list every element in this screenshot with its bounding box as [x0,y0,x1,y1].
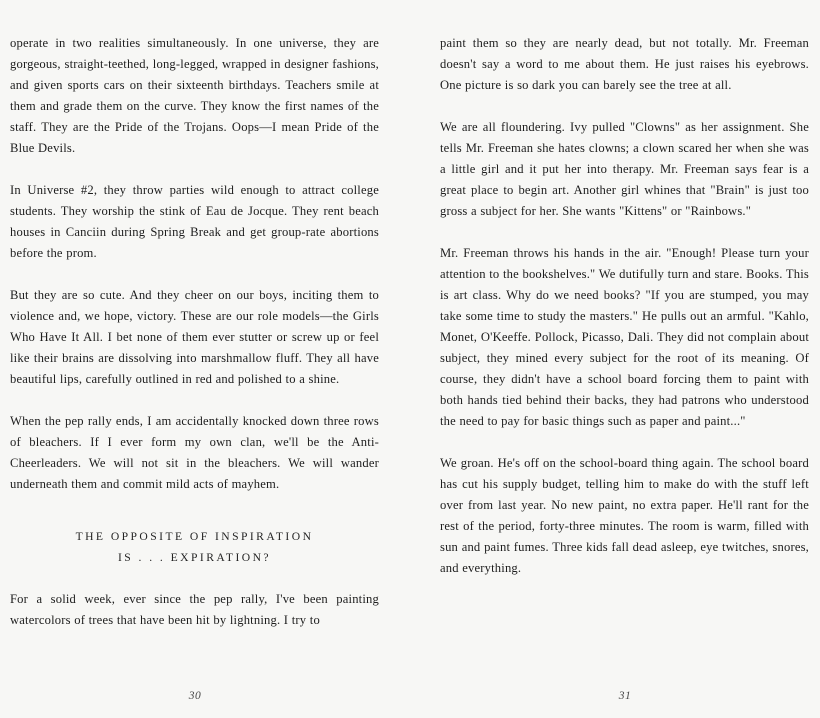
paragraph: We are all floundering. Ivy pulled "Clowns" as her assignment. She tells Mr. Freeman she hates clowns; a clown scared her when she was a little girl and it put her into therapy. Mr. Freeman says fear is a great place to begin art. Another girl whines that "Brain" is just too gross a subject for her. She wants "Kittens" or "Rainbows." [440,120,809,218]
section-heading-line-1: THE OPPOSITE OF INSPIRATION [75,530,314,543]
paragraph: For a solid week, ever since the pep rally, I've been painting watercolors of trees that have been hit by lightning. I try to [10,592,379,627]
section-heading [10,526,379,568]
section-heading-line-2: IS . . . EXPIRATION? [117,551,271,564]
paragraph: We groan. He's off on the school-board thing again. The school board has cut his supply budget, telling him to make do with the stuff left over from last year. No new paint, no extra paper. He'll rant for the rest of the period, forty-three minutes. The room is warm, filled with sun and paint fumes. Three kids fall dead asleep, eye twitches, snores, and everything. [440,456,809,575]
paragraph: When the pep rally ends, I am accidentally knocked down three rows of bleachers. If I ever form my own clan, we'll be the Anti-Cheerleaders. We will not sit in the bleachers. We will wander underneath them and commit mild acts of mayhem. [10,414,379,491]
page-number-right: 31 [618,690,632,702]
paragraph: paint them so they are nearly dead, but not totally. Mr. Freeman doesn't say a word to me about them. He just raises his eyebrows. One picture is so dark you can barely see the tree at all. [440,36,809,92]
page-right [410,0,820,718]
paragraph: In Universe #2, they throw parties wild enough to attract college students. They worship the stink of Eau de Jocque. They rent beach houses in Canciin during Spring Break and get group-rate abortions before the prom. [10,183,379,260]
left-column-text-block [10,33,379,631]
paragraph: Mr. Freeman throws his hands in the air. "Enough! Please turn your attention to the bookshelves." We dutifully turn and stare. Books. This is art class. Why do we need books? "If you are stumped, you may take some time to study the masters." He pulls out an armful. "Kahlo, Monet, O'Keeffe. Pollock, Picasso, Dali. They did not complain about subject, they mined every subject for the root of its meaning. Of course, they didn't have a school board forcing them to paint with both hands tied behind their backs, they had patrons who understood the need to pay for basic things such as paper and paint..." [440,246,809,428]
paragraph: But they are so cute. And they cheer on our boys, inciting them to violence and, we hope, victory. These are our role models—the Girls Who Have It All. I bet none of them ever stutter or screw up or feel like their brains are dissolving into marshmallow fluff. They all have beautiful lips, carefully outlined in red and polished to a shine. [10,288,379,386]
page-number-left: 30 [188,690,202,702]
paragraph: operate in two realities simultaneously. In one universe, they are gorgeous, straight-teethed, long-legged, wrapped in designer fashions, and given sports cars on their sixteenth birthdays. Teachers smile at them and grade them on the curve. They know the first names of the staff. They are the Pride of the Trojans. Oops—I mean Pride of the Blue Devils. [10,36,379,155]
right-column-text-block [440,33,809,579]
